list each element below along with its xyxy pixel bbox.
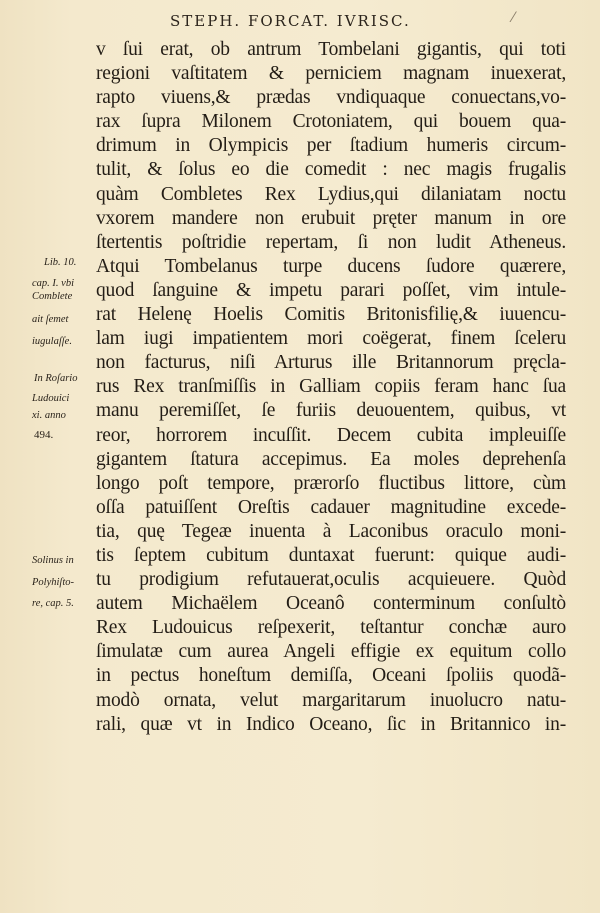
margin-note: 494. <box>34 429 54 441</box>
text-line: ſtertentis poſtridie repertam, ſi non ludit Atheneus. <box>96 231 566 253</box>
text-line: rali, quæ vt in Indico Oceano, ſic in Britannico in- <box>96 713 566 735</box>
margin-note: Comblete <box>32 291 73 302</box>
text-line: rat Helenę Hoelis Comitis Britonisfilię,& iuuencu- <box>96 304 566 326</box>
running-head <box>170 10 517 30</box>
text-line: tis ſeptem cubitum duntaxat fuerunt: quique audi- <box>96 544 566 566</box>
text-line: Rex Ludouicus reſpexerit, teſtantur conchæ auro <box>96 617 566 639</box>
margin-note: Solinus in <box>32 555 74 566</box>
text-line: drimum in Olympicis per ſtadium humeris circum- <box>96 135 566 157</box>
margin-note: ait ſemet <box>32 314 69 325</box>
margin-note: Lib. 10. <box>44 257 77 268</box>
text-line: oſſa patuiſſent Oreſtis cadauer magnitudine excede- <box>96 496 566 518</box>
text-line: rus Rex tranſmiſſis in Galliam copiis feram hanc ſua <box>96 376 566 398</box>
main-text-block <box>96 38 566 737</box>
text-line: tia, quę Tegeæ inuenta à Laconibus oraculo moni- <box>96 520 566 542</box>
text-line: rapto viuens,& prædas vndiquaque conuectans,vo- <box>96 87 566 109</box>
text-line: vxorem mandere non erubuit pręter manum in ore <box>96 207 566 229</box>
margin-note: iugulaſſe. <box>32 336 72 347</box>
text-line: in pectus honeſtum demiſſa, Oceani ſpoliis quodã- <box>96 665 566 687</box>
text-line: ſimulatæ cum aurea Angeli effigie ex equitum collo <box>96 641 566 663</box>
text-line: lam iugi impatientem mori coëgerat, finem ſceleru <box>96 328 566 350</box>
margin-note: Polyhiſto- <box>32 577 74 588</box>
text-line: modò ornata, velut margaritarum inuolucro natu- <box>96 689 566 711</box>
margin-note: Ludouici <box>32 393 70 404</box>
text-line: tulit, & ſolus eo die comedit : nec magis frugalis <box>96 159 566 181</box>
text-line: manu peremiſſet, ſe furiis deuouentem, quibus, vt <box>96 400 566 422</box>
text-line: autem Michaëlem Oceanô conterminum conſultò <box>96 593 566 615</box>
running-head-title: STEPH. FORCAT. IVRISC. <box>170 12 411 30</box>
margin-note: xi. anno <box>32 410 66 421</box>
text-line: regioni vaſtitatem & perniciem magnam inuexerat, <box>96 63 566 85</box>
text-line: Atqui Tombelanus turpe ducens ſudore quærere, <box>96 255 566 277</box>
text-line: non facturus, niſi Arturus ille Britannorum pręcla- <box>96 352 566 374</box>
text-line: gigantem ſtatura accepimus. Ea moles deprehenſa <box>96 448 566 470</box>
text-line: v ſui erat, ob antrum Tombelani gigantis, qui toti <box>96 39 566 60</box>
margin-note: re, cap. 5. <box>32 598 74 609</box>
text-line: quod ſanguine & impetu parari poſſet, vim intule- <box>96 279 566 301</box>
margin-note: In Roſario <box>34 373 78 384</box>
margin-note: cap. I. vbi <box>32 278 74 289</box>
text-line: reor, horrorem incuſſit. Decem cubita impleuiſſe <box>96 424 566 446</box>
text-line: rax ſupra Milonem Crotoniatem, qui bouem qua- <box>96 111 566 133</box>
text-line: quàm Combletes Rex Lydius,qui dilaniatam noctu <box>96 183 566 205</box>
corner-mark: ⁄ <box>512 10 517 26</box>
text-line: tu prodigium refutauerat,oculis acquieuere. Quòd <box>96 569 566 591</box>
text-line: longo poſt tempore, prærorſo fluctibus littore, cùm <box>96 472 566 494</box>
